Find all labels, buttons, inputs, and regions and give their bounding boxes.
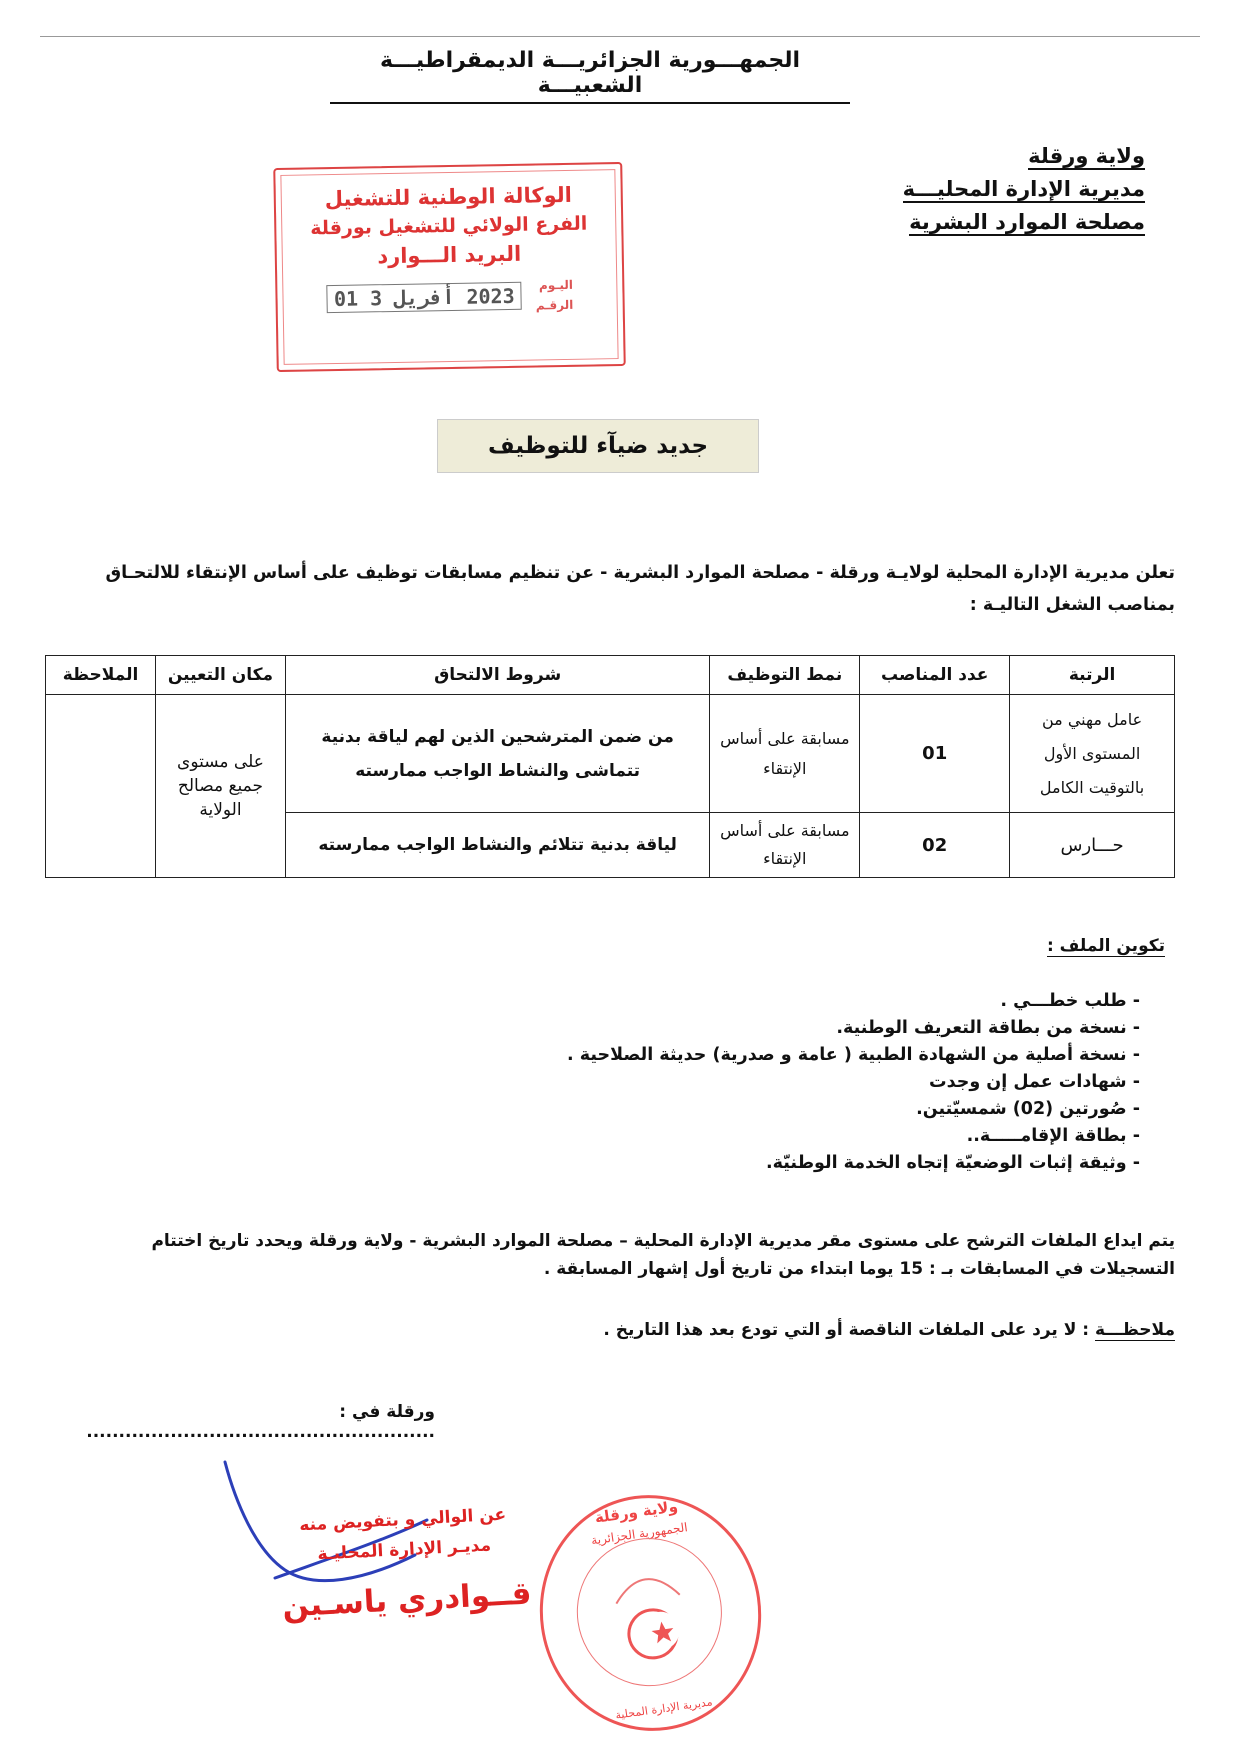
list-item: - بطاقة الإقامـــــة..	[567, 1123, 1140, 1150]
deposit-paragraph: يتم ايداع الملفات الترشح على مستوى مقر مديرية الإدارة المحلية – مصلحة الموارد البشرية - ولاية ورقلة ويحدد تاريخ اختتام التسجيلات في المسابقات بـ : 15 يوما ابتداء من تاريخ أول إشهار المسابقة .	[151, 1231, 1175, 1279]
cell-positions: 01	[860, 695, 1010, 813]
header-conditions: شروط الالتحاق	[285, 656, 709, 695]
stamp-date: 2023 أفريل 3 01	[327, 282, 522, 313]
top-border-line	[40, 36, 1200, 37]
seal-emblem	[567, 1529, 731, 1696]
header-remarks: الملاحظة	[46, 656, 156, 695]
stamp-branch-line: الفرع الولائي للتشغيل بورقلة	[310, 212, 588, 240]
cell-remarks	[46, 695, 156, 878]
header-rank: الرتبة	[1010, 656, 1175, 695]
table-row	[46, 695, 1175, 813]
cell-rank: حـــارس	[1010, 813, 1175, 878]
header-positions: عدد المناصب	[860, 656, 1010, 695]
reception-stamp	[273, 162, 626, 372]
cell-positions: 02	[860, 813, 1010, 878]
table-header-row	[46, 656, 1175, 695]
directorate-name: مديرية الإدارة المحليـــة	[902, 177, 1145, 201]
place-date-line	[75, 1402, 435, 1442]
dossier-list	[567, 988, 1140, 1177]
list-item: - طلب خطـــي .	[567, 988, 1140, 1015]
cell-conditions: من ضمن المترشحين الذين لهم لياقة بدنية تتماشى والنشاط الواجب ممارسته	[285, 695, 709, 813]
list-item: - نسخة أصلية من الشهادة الطبية ( عامة و صدرية) حديثة الصلاحية .	[567, 1042, 1140, 1069]
seal-middle-text: الجمهورية الجزائرية	[590, 1520, 689, 1548]
official-seal	[525, 1481, 777, 1745]
cell-conditions: لياقة بدنية تتلائم والنشاط الواجب ممارسته	[285, 813, 709, 878]
wilaya-name: ولاية ورقلة	[1028, 144, 1145, 168]
note-text: : لا يرد على الملفات الناقصة أو التي تودع بعد هذا التاريخ .	[603, 1320, 1090, 1340]
cell-place: على مستوى جميع مصالح الولاية	[156, 695, 286, 878]
note-label: ملاحظـــة	[1095, 1320, 1175, 1340]
place-date-dots: ......................................................	[86, 1422, 435, 1442]
list-item: - نسخة من بطاقة التعريف الوطنية.	[567, 1015, 1140, 1042]
stamp-agency-line: الوكالة الوطنية للتشغيل	[324, 182, 573, 212]
signature-line2: مديـر الإدارة المحليـة	[317, 1535, 492, 1565]
note-paragraph	[95, 1316, 1175, 1344]
signature-name: قــوادري ياسـين	[281, 1575, 533, 1625]
cell-rank: عامل مهني من المستوى الأول بالتوقيت الكامل	[1010, 695, 1175, 813]
crescent-star-icon	[568, 1530, 730, 1694]
list-item: - وثيقة إثبات الوضعيّة إتجاه الخدمة الوطنيّة.	[567, 1150, 1140, 1177]
stamp-day-label: اليـوم	[538, 277, 574, 293]
cell-mode: مسابقة على أساس الإنتقاء	[710, 813, 860, 878]
seal-bottom-text: مديرية الإدارة المحلية	[614, 1695, 714, 1722]
republic-heading: الجمهـــورية الجزائريـــة الديمقراطيـــة الشعبيـــة	[330, 48, 850, 104]
service-name: مصلحة الموارد البشرية	[909, 210, 1145, 234]
place-date-label: ورقلة في :	[339, 1402, 435, 1422]
positions-table	[45, 655, 1175, 878]
dossier-title: تكوين الملف :	[1046, 936, 1165, 956]
stamp-number-label: الرقـم	[535, 297, 574, 313]
stamp-mail-line: البريد الـــوارد	[377, 241, 522, 269]
announcement-title: جديد ضيآء للتوظيف	[437, 419, 759, 473]
list-item: - صُورتين (02) شمسيّتين.	[567, 1096, 1140, 1123]
seal-top-text: ولاية ورقلة	[593, 1497, 679, 1527]
signature-line1: عن الوالي و بتفويض منه	[298, 1504, 507, 1536]
administration-block	[903, 140, 1145, 239]
cell-mode: مسابقة على أساس الإنتقاء	[710, 695, 860, 813]
signature-block	[252, 1502, 557, 1626]
header-mode: نمط التوظيف	[710, 656, 860, 695]
intro-paragraph: تعلن مديرية الإدارة المحلية لولايـة ورقلة - مصلحة الموارد البشرية - عن تنظيم مسابقات توظيف على أساس الإنتقاء للالتحـاق بمناصب الشغل التاليـة :	[105, 563, 1175, 615]
header-place: مكان التعيين	[156, 656, 286, 695]
list-item: - شهادات عمل إن وجدت	[567, 1069, 1140, 1096]
